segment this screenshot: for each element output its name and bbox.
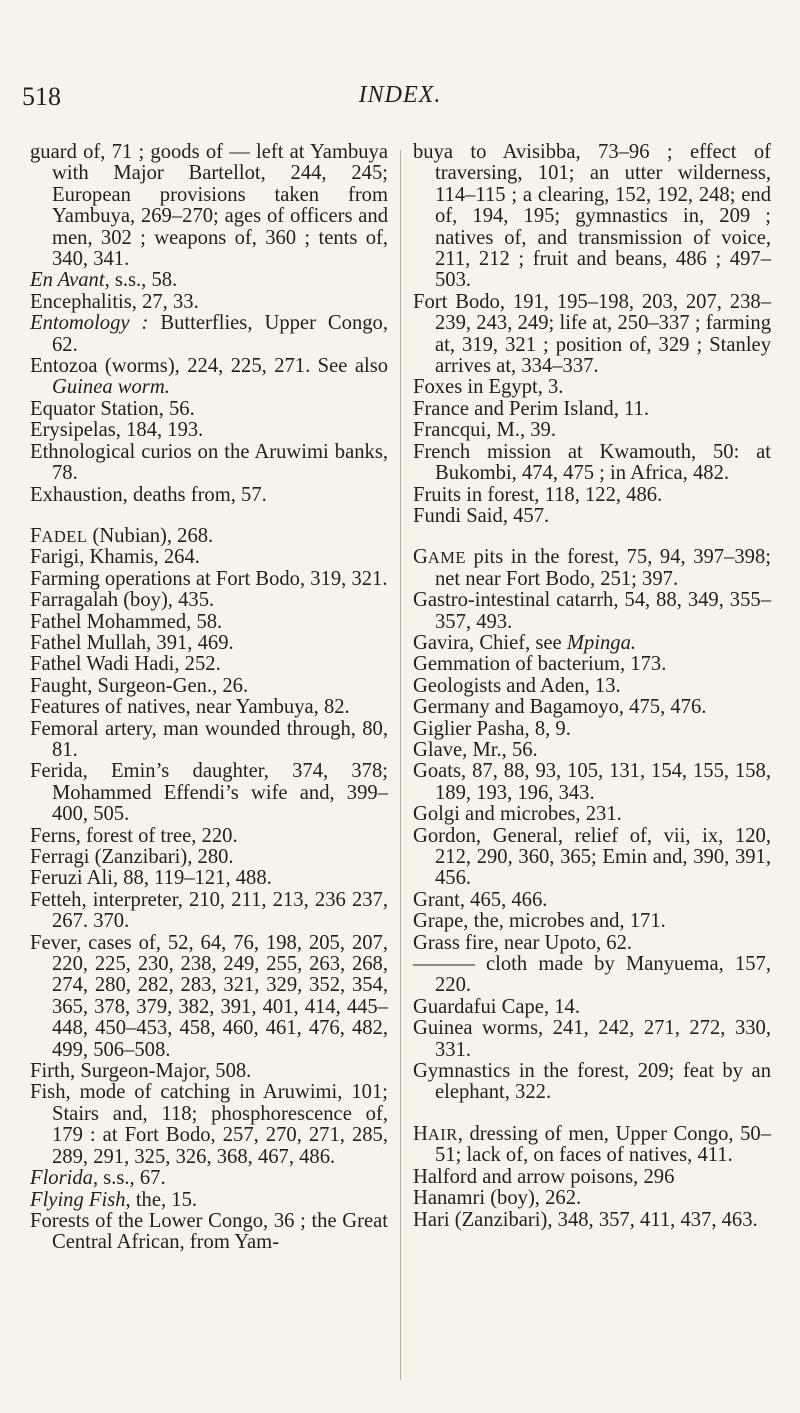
entry-text: Germany and Bagamoyo, 475, 476. (413, 696, 707, 719)
entry-text: Ferragi (Zanzibari), 280. (30, 846, 234, 868)
entry-text: Entomology : (30, 312, 149, 335)
index-entry (30, 399, 388, 420)
entry-text: Fort Bodo, 191, 195–198, 203, 207, 238–239, 243, 249; life at, 250–337 ; farming at, 319, 321 ; position of, 329 ; Stanley arrives at, 334–337. (413, 290, 771, 378)
entry-text: Equator Station, 56. (30, 397, 195, 420)
index-entry (30, 1211, 388, 1254)
index-column-right (413, 142, 771, 1231)
index-entry (30, 1190, 388, 1211)
index-entry (413, 633, 771, 654)
entry-text: Gemmation of bacterium, 173. (413, 653, 667, 676)
entry-text: Fish, mode of catching in Aruwimi, 101; Stairs and, 118; phosphorescence of, 179 : at Fort Bodo, 257, 270, 271, 285, 289, 291, 325, 326, 368, 467, 486. (30, 1081, 388, 1168)
entry-text: Guinea worm. (52, 376, 170, 399)
index-entry (413, 377, 771, 398)
entry-text: Gymnastics in the forest, 209; feat by an elephant, 322. (413, 1060, 771, 1104)
entry-text: Halford and arrow poisons, 296 (413, 1165, 675, 1188)
index-entry (413, 697, 771, 718)
index-entry (30, 142, 388, 270)
entry-text: pits in the forest, 75, 94, 397–398; net near Fort Bodo, 251; 397. (435, 546, 771, 590)
entry-text: Firth, Surgeon-Major, 508. (30, 1060, 252, 1083)
entry-text: French mission at Kwamouth, 50: at Bukombi, 474, 475 ; in Africa, 482. (413, 440, 771, 485)
entry-text: Ferida, Emin’s daughter, 374, 378; Mohammed Effendi’s wife and, 399–400, 505. (30, 760, 388, 826)
index-entry (30, 1061, 388, 1082)
entry-text: Florida (30, 1167, 93, 1190)
index-entry (30, 547, 388, 568)
index-entry (413, 142, 771, 292)
index-entry (30, 356, 388, 399)
index-entry (413, 1210, 771, 1231)
entry-text: Features of natives, near Yambuya, 82. (30, 696, 350, 719)
entry-text: Farragalah (boy), 435. (30, 589, 215, 612)
page-number: 518 (22, 82, 61, 111)
entry-text: Farming operations at Fort Bodo, 319, 321. (30, 567, 388, 590)
entry-text: Grape, the, microbes and, 171. (413, 910, 666, 933)
index-entry (413, 997, 771, 1018)
index-entry (413, 804, 771, 825)
entry-text: Farigi, Khamis, 264. (30, 546, 200, 569)
entry-text: FADEL (30, 524, 88, 547)
index-entry (30, 485, 388, 506)
index-entry (30, 826, 388, 847)
entry-text: Goats, 87, 88, 93, 105, 131, 154, 155, 158, 189, 193, 196, 343. (413, 760, 771, 804)
index-entry (30, 612, 388, 633)
entry-text: En Avant (30, 269, 105, 292)
entry-text: Ferns, forest of tree, 220. (30, 824, 238, 847)
index-entry (30, 442, 388, 485)
entry-text: Geologists and Aden, 13. (413, 674, 621, 697)
entry-text: Golgi and microbes, 231. (413, 803, 622, 826)
index-entry (413, 1061, 771, 1104)
index-entry (30, 292, 388, 313)
index-entry (30, 1082, 388, 1168)
entry-text: Giglier Pasha, 8, 9. (413, 717, 571, 740)
index-entry (413, 933, 771, 954)
entry-text: (Nubian), 268. (87, 524, 214, 547)
entry-text: Flying Fish (30, 1188, 126, 1211)
index-entry (30, 697, 388, 718)
entry-text: France and Perim Island, 11. (413, 397, 650, 420)
index-entry (30, 761, 388, 825)
entry-text: Entozoa (worms), 224, 225, 271. See also (30, 355, 388, 378)
index-entry (413, 911, 771, 932)
column-divider (400, 150, 401, 1380)
index-entry (413, 442, 771, 485)
index-entry (30, 420, 388, 441)
entry-text: Fathel Wadi Hadi, 252. (30, 653, 221, 676)
entry-text: Guinea worms, 241, 242, 271, 272, 330, 331. (413, 1017, 771, 1061)
page-header (0, 82, 800, 112)
index-entry (413, 420, 771, 441)
index-column-left (30, 142, 388, 1254)
index-entry (413, 506, 771, 527)
index-entry (413, 485, 771, 506)
entry-text: Gastro-intestinal catarrh, 54, 88, 349, 355–357, 493. (413, 589, 771, 633)
index-entry (413, 292, 771, 378)
index-entry (30, 526, 388, 547)
entry-text: Fetteh, interpreter, 210, 211, 213, 236 237, 267. 370. (30, 888, 388, 933)
entry-text: , s.s., 67. (92, 1167, 166, 1190)
entry-text: Femoral artery, man wounded through, 80, 81. (30, 717, 388, 761)
index-entry (413, 547, 771, 590)
index-entry (413, 1018, 771, 1061)
entry-text: Feruzi Ali, 88, 119–121, 488. (30, 867, 272, 890)
entry-text: Fever, cases of, 52, 64, 76, 198, 205, 207, 220, 225, 230, 238, 249, 255, 263, 268, 274, 280, 282, 283, 321, 329, 352, 354, 365, 378, 379, 382, 391, 401, 414, 445–448, 450–453, 458, 460, 461, 476, 482, 499, 506–508. (30, 931, 388, 1061)
entry-text: Ethnological curios on the Aruwimi banks, 78. (30, 440, 388, 485)
index-entry (30, 933, 388, 1061)
entry-text: Forests of the Lower Congo, 36 ; the Great Central African, from Yam- (30, 1209, 388, 1254)
entry-text: Gordon, General, relief of, vii, ix, 120, 212, 290, 360, 365; Emin and, 390, 391, 456. (413, 824, 771, 890)
index-entry (30, 847, 388, 868)
index-entry (413, 399, 771, 420)
entry-text: Fathel Mullah, 391, 469. (30, 631, 234, 654)
entry-text: GAME (413, 546, 466, 569)
index-entry (30, 1168, 388, 1189)
index-entry (30, 676, 388, 697)
entry-text: Guardafui Cape, 14. (413, 995, 580, 1018)
entry-text: Foxes in Egypt, 3. (413, 376, 564, 399)
index-entry (30, 654, 388, 675)
entry-text: Exhaustion, deaths from, 57. (30, 483, 267, 506)
entry-text: Mpinga. (566, 631, 637, 654)
index-entry (413, 826, 771, 890)
entry-text: Grass fire, near Upoto, 62. (413, 931, 633, 954)
index-entry (413, 954, 771, 997)
index-entry (30, 313, 388, 356)
index-entry (413, 1124, 771, 1167)
entry-text: , s.s., 58. (104, 269, 178, 292)
entry-text: Butterflies, Upper Congo, 62. (52, 312, 389, 356)
index-entry (30, 890, 388, 933)
entry-text: Faught, Surgeon-Gen., 26. (30, 674, 249, 697)
entry-text: Fundi Said, 457. (413, 504, 550, 527)
entry-text: Francqui, M., 39. (413, 419, 556, 442)
index-entry (413, 1167, 771, 1188)
entry-text: , dressing of men, Upper Congo, 50–51; lack of, on faces of natives, 411. (435, 1122, 771, 1167)
entry-text: , the, 15. (125, 1188, 198, 1211)
entry-text: HAIR (413, 1122, 458, 1145)
running-title: INDEX. (358, 82, 442, 108)
index-entry (413, 676, 771, 697)
index-entry (30, 569, 388, 590)
entry-text: Fathel Mohammed, 58. (30, 610, 223, 633)
index-entry (413, 590, 771, 633)
index-entry (30, 270, 388, 291)
index-entry (30, 868, 388, 889)
index-entry (30, 633, 388, 654)
entry-text: ——— cloth made by Manyuema, 157, 220. (413, 953, 771, 997)
index-entry (413, 1188, 771, 1209)
index-entry (30, 719, 388, 762)
entry-text: Encephalitis, 27, 33. (30, 290, 199, 313)
entry-text: Grant, 465, 466. (413, 888, 548, 911)
index-entry (30, 590, 388, 611)
index-entry (413, 761, 771, 804)
entry-text: guard of, 71 ; goods of — left at Yambuya with Major Bartellot, 244, 245; European provisions taken from Yambuya, 269–270; ages of officers and men, 302 ; weapons of, 360 ; tents of, 340, 341. (30, 141, 388, 271)
entry-text: Glave, Mr., 56. (413, 738, 538, 761)
entry-text: Gavira, Chief, see (413, 631, 567, 654)
entry-text: Fruits in forest, 118, 122, 486. (413, 483, 663, 506)
index-entry (413, 719, 771, 740)
entry-text: Hari (Zanzibari), 348, 357, 411, 437, 463. (413, 1208, 758, 1231)
index-entry (413, 890, 771, 911)
index-entry (413, 654, 771, 675)
entry-text: Hanamri (boy), 262. (413, 1187, 582, 1210)
index-entry (413, 740, 771, 761)
entry-text: Erysipelas, 184, 193. (30, 419, 204, 442)
entry-text: buya to Avisibba, 73–96 ; effect of traversing, 101; an utter wilderness, 114–115 ; a clearing, 152, 192, 248; end of, 194, 195; gymnastics in, 209 ; natives of, and transmission of voice, 211, 212 ; fruit and beans, 486 ; 497–503. (413, 141, 771, 292)
